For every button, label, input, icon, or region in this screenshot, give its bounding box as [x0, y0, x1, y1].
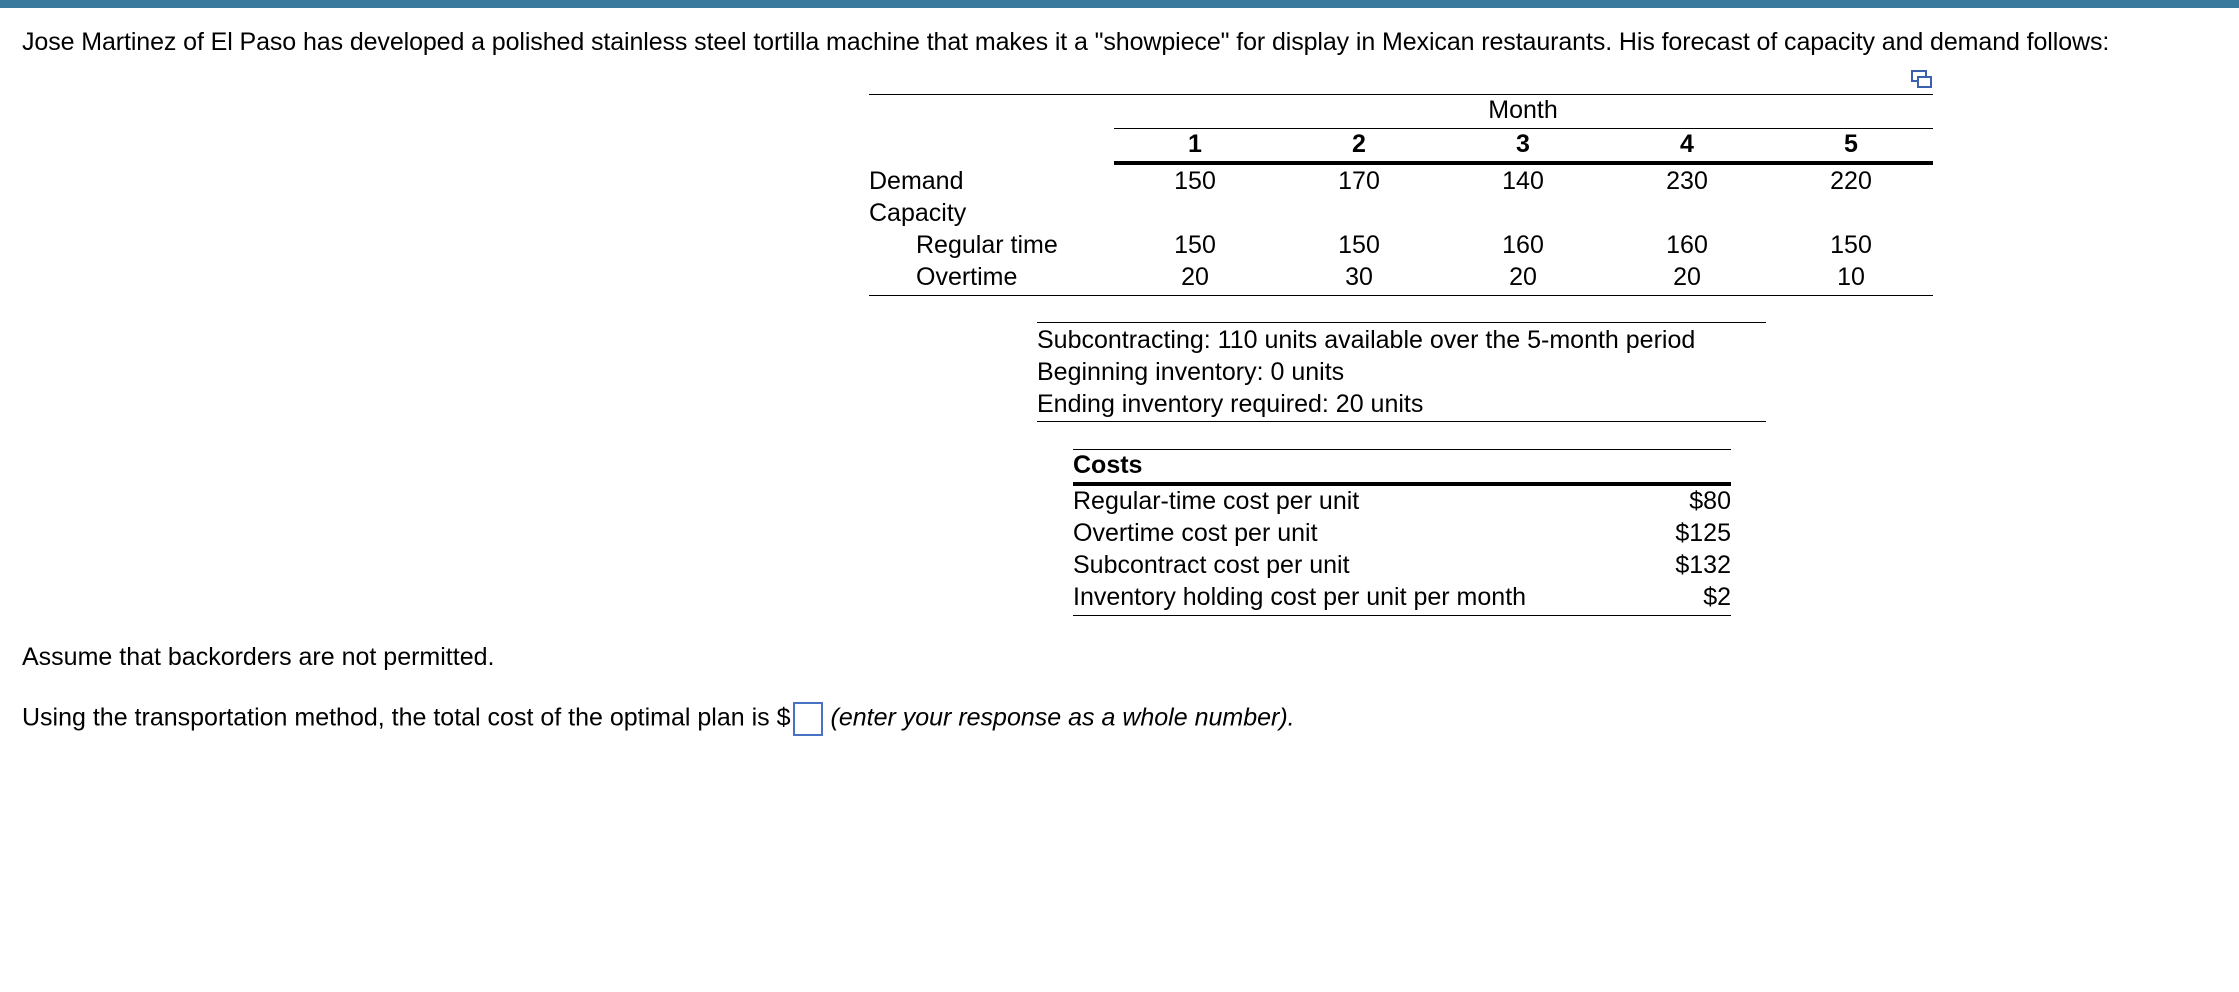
- notes-bottom-rule: [1037, 421, 1766, 422]
- month-header-2: 2: [1352, 130, 1366, 158]
- demand-month-5: 220: [1830, 167, 1872, 195]
- table-bottom-rule: [869, 295, 1933, 296]
- overtime-month-3: 20: [1509, 263, 1537, 291]
- costs-top-rule: [1073, 449, 1731, 450]
- problem-intro: Jose Martinez of El Paso has developed a polished stainless steel tortilla machine that makes it a "showpiece" for display in Mexican restaurants. His forecast of capacity and demand follows:: [22, 28, 2110, 56]
- cost-label-subcontract: Subcontract cost per unit: [1073, 551, 1350, 579]
- overtime-month-5: 10: [1837, 263, 1865, 291]
- regular-month-5: 150: [1830, 231, 1872, 259]
- overtime-month-1: 20: [1181, 263, 1209, 291]
- backorder-assumption: Assume that backorders are not permitted.: [22, 643, 495, 671]
- cost-label-regular: Regular-time cost per unit: [1073, 487, 1360, 515]
- regular-month-3: 160: [1502, 231, 1544, 259]
- table-top-rule: [869, 94, 1933, 95]
- cost-value-regular: $80: [1689, 487, 1731, 515]
- row-label-regular-time: Regular time: [916, 231, 1058, 259]
- cost-value-overtime: $125: [1675, 519, 1731, 547]
- overtime-month-2: 30: [1345, 263, 1373, 291]
- month-header-4: 4: [1680, 130, 1694, 158]
- beginning-inventory-note: Beginning inventory: 0 units: [1037, 358, 1345, 386]
- costs-bottom-rule: [1073, 615, 1731, 616]
- notes-top-rule: [1037, 322, 1766, 323]
- demand-month-1: 150: [1174, 167, 1216, 195]
- demand-month-4: 230: [1666, 167, 1708, 195]
- regular-month-4: 160: [1666, 231, 1708, 259]
- overtime-month-4: 20: [1673, 263, 1701, 291]
- question-line: [22, 702, 1295, 736]
- regular-month-1: 150: [1174, 231, 1216, 259]
- month-header-1: 1: [1188, 130, 1202, 158]
- costs-header: Costs: [1073, 451, 1143, 479]
- question-prefix: Using the transportation method, the total cost of the optimal plan is $: [22, 703, 791, 732]
- month-header-3: 3: [1516, 130, 1530, 158]
- subcontracting-note: Subcontracting: 110 units available over the 5-month period: [1037, 326, 1696, 354]
- cost-value-holding: $2: [1703, 583, 1731, 611]
- answer-hint: (enter your response as a whole number).: [830, 703, 1295, 732]
- ending-inventory-note: Ending inventory required: 20 units: [1037, 390, 1424, 418]
- copy-table-icon[interactable]: [1911, 68, 1933, 90]
- month-group-header: Month: [1488, 96, 1558, 124]
- cost-label-holding: Inventory holding cost per unit per month: [1073, 583, 1527, 611]
- month-header-5: 5: [1844, 130, 1858, 158]
- row-label-overtime: Overtime: [916, 263, 1018, 291]
- demand-month-3: 140: [1502, 167, 1544, 195]
- row-label-capacity: Capacity: [869, 199, 967, 227]
- regular-month-2: 150: [1338, 231, 1380, 259]
- cost-value-subcontract: $132: [1675, 551, 1731, 579]
- row-label-demand: Demand: [869, 167, 964, 195]
- total-cost-answer-input[interactable]: [793, 702, 823, 736]
- top-accent-bar: [0, 0, 2239, 8]
- demand-month-2: 170: [1338, 167, 1380, 195]
- cost-label-overtime: Overtime cost per unit: [1073, 519, 1318, 547]
